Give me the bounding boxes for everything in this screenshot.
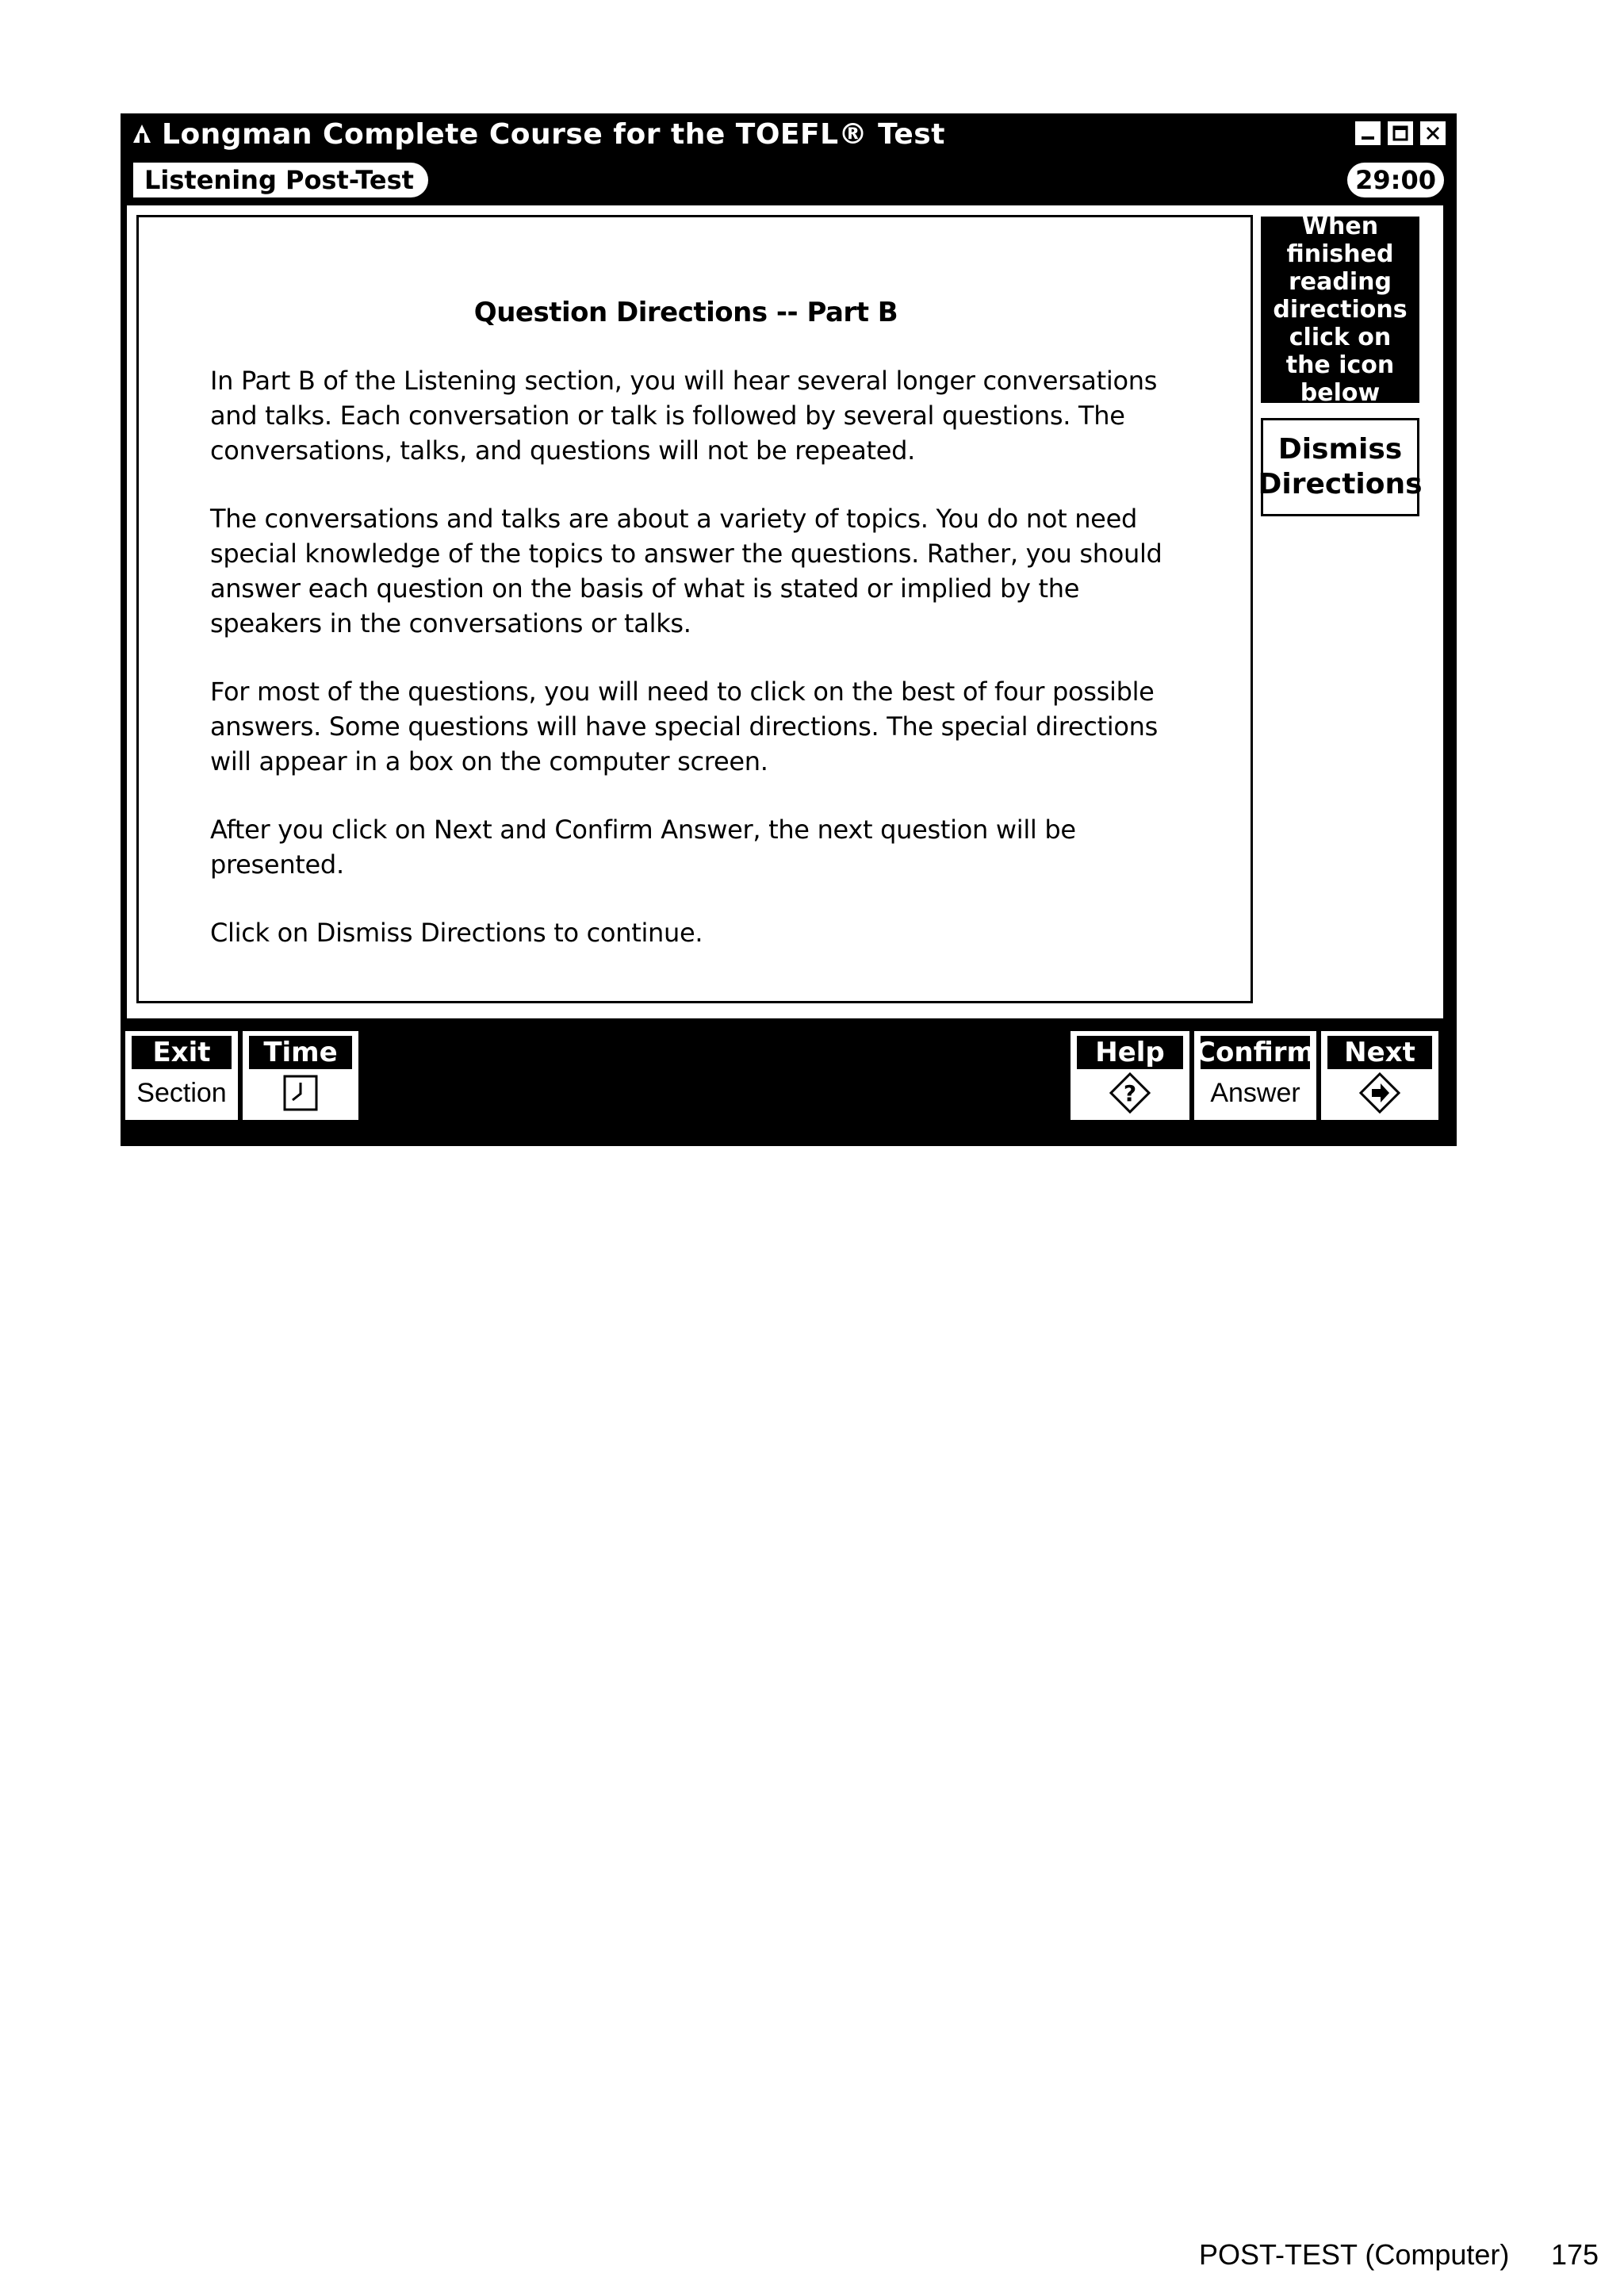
dismiss-directions-button[interactable] <box>1258 418 1423 516</box>
maximize-icon[interactable] <box>1386 120 1415 147</box>
directions-paragraph: In Part B of the Listening section, you will hear several longer conversations and talks. Each conversation or talk is followed by several questions. The conversations, talks, and questions will not be repeated. <box>210 366 1158 466</box>
directions-panel <box>136 215 1253 1003</box>
page-footer-label: POST-TEST (Computer) <box>1199 2238 1510 2271</box>
confirm-caption: Confirm <box>1196 1037 1315 1068</box>
dismiss-label-line2: Directions <box>1258 468 1423 500</box>
app-window <box>121 113 1457 1146</box>
clock-icon <box>243 1071 358 1115</box>
toolbar <box>121 1018 1457 1146</box>
confirm-answer-button[interactable] <box>1194 1031 1316 1120</box>
close-icon[interactable] <box>1419 120 1447 147</box>
help-icon <box>1071 1071 1189 1115</box>
section-name: Listening Post-Test <box>133 163 428 197</box>
window-controls <box>1354 120 1447 147</box>
window-title: Longman Complete Course for the TOEFL® Test <box>162 117 945 151</box>
directions-title: Question Directions -- Part B <box>473 297 898 328</box>
directions-paragraph: Click on Dismiss Directions to continue. <box>210 918 703 948</box>
exit-caption: Exit <box>132 1036 232 1069</box>
minimize-icon[interactable] <box>1354 120 1382 147</box>
exit-section-button[interactable] <box>125 1031 238 1120</box>
dismiss-label-line1: Dismiss <box>1277 433 1403 466</box>
directions-paragraph: The conversations and talks are about a variety of topics. You do not need special knowledge of the topics to answer the questions. Rather, you should answer each question on the basis of what is stated or implied by the speakers in the conversations or talks. <box>210 504 1162 638</box>
time-caption: Time <box>249 1036 352 1069</box>
directions-paragraph: For most of the questions, you will need to click on the best of four possible answers. Some questions will have special directions. The special directions will appear in a box on the computer screen. <box>210 677 1159 776</box>
time-button[interactable] <box>243 1031 358 1120</box>
app-icon <box>128 121 155 148</box>
hint-box: When finished reading directions click on the icon below <box>1261 217 1419 403</box>
timer-display: 29:00 <box>1347 163 1444 197</box>
page-number: 175 <box>1551 2238 1599 2271</box>
content-area <box>127 205 1443 1018</box>
next-arrow-icon <box>1321 1071 1438 1115</box>
title-bar <box>121 113 1457 155</box>
directions-paragraph: After you click on Next and Confirm Answer, the next question will be presented. <box>210 815 1076 880</box>
exit-section-label: Section <box>136 1077 227 1108</box>
section-bar <box>121 155 1457 205</box>
help-button[interactable] <box>1071 1031 1189 1120</box>
confirm-answer-label: Answer <box>1210 1077 1300 1108</box>
help-caption: Help <box>1077 1036 1183 1069</box>
sidebar <box>1256 205 1434 1003</box>
next-caption: Next <box>1327 1036 1432 1069</box>
next-button[interactable] <box>1321 1031 1438 1120</box>
svg-text:?: ? <box>1123 1080 1137 1106</box>
